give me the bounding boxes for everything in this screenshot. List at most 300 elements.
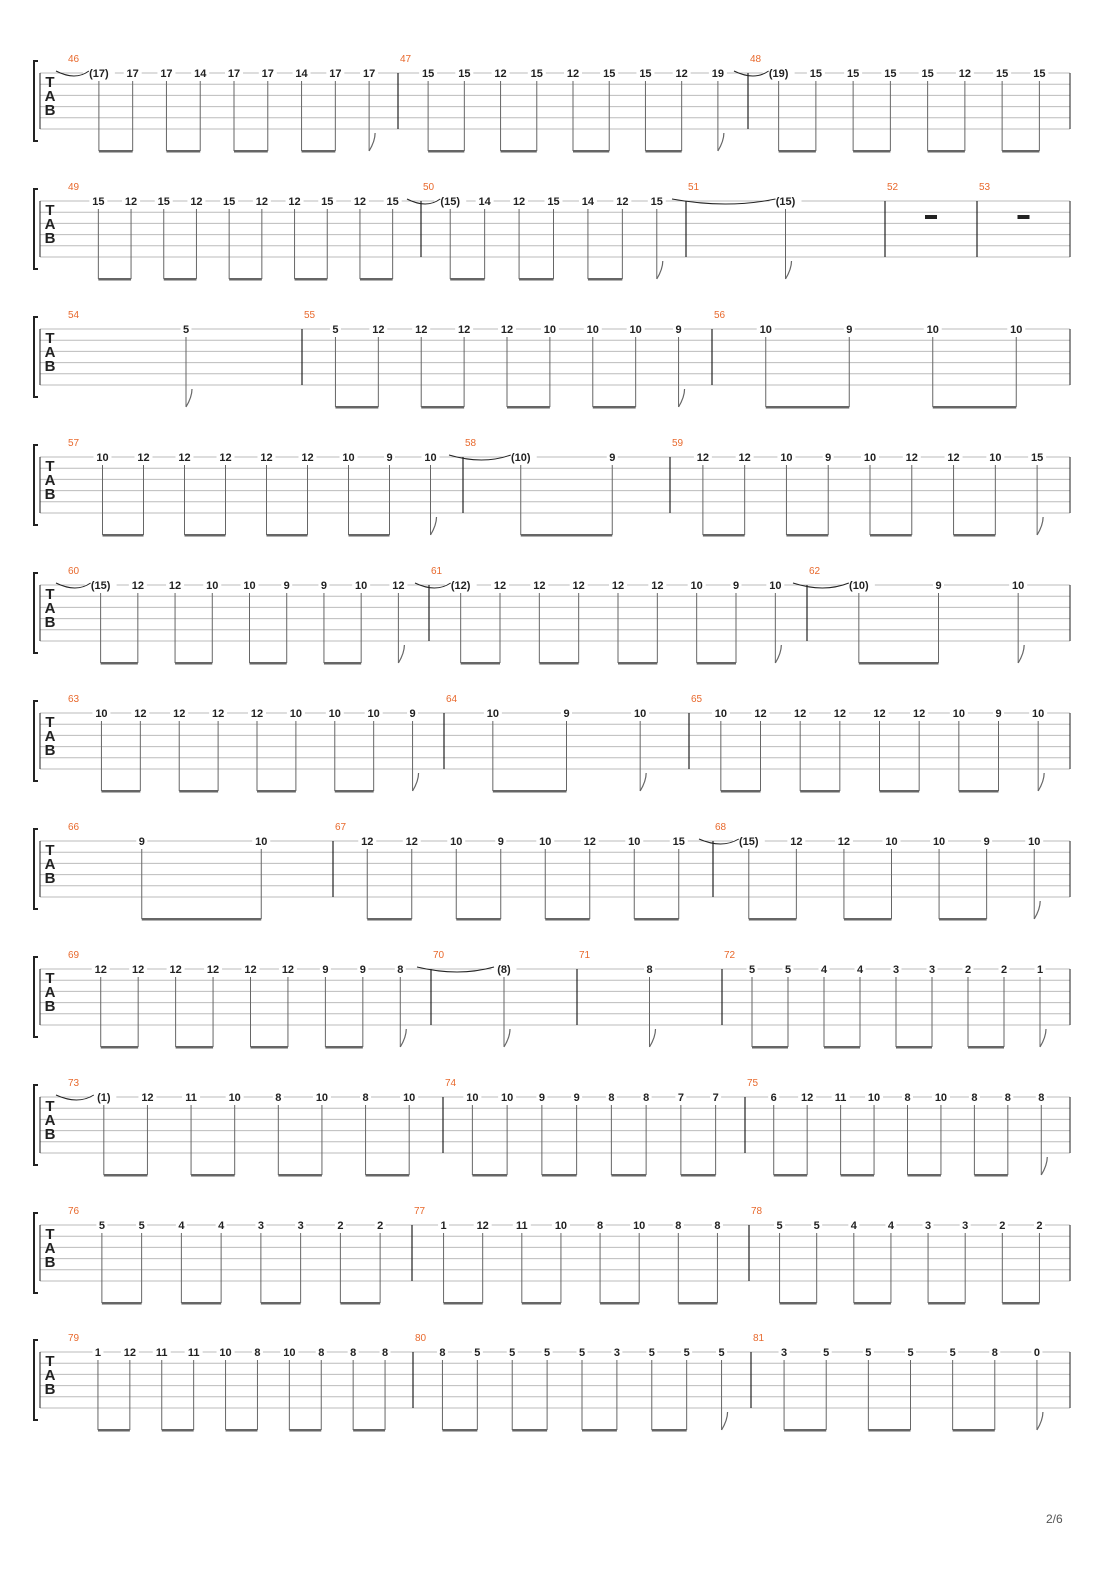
fret-number: 8 bbox=[362, 1092, 369, 1104]
fret-number: 9 bbox=[359, 964, 366, 976]
fret-number: 4 bbox=[820, 964, 828, 976]
beam bbox=[302, 150, 336, 153]
fret-number: 8 bbox=[675, 1220, 682, 1232]
fret-number: 12 bbox=[873, 708, 886, 720]
fret-number: 5 bbox=[578, 1347, 586, 1359]
system-bracket bbox=[34, 445, 38, 525]
fret-number: 10 bbox=[634, 708, 647, 720]
note-flag bbox=[1038, 773, 1044, 791]
note-flag bbox=[640, 773, 646, 791]
measure-number: 79 bbox=[68, 1333, 80, 1344]
beam bbox=[191, 1174, 235, 1177]
fret-number: 4 bbox=[856, 964, 864, 976]
fret-number: 5 bbox=[949, 1347, 956, 1359]
fret-number: 12 bbox=[255, 196, 268, 208]
fret-number: 12 bbox=[281, 964, 295, 976]
fret-number: 10 bbox=[629, 324, 642, 336]
measure-number: 73 bbox=[68, 1078, 80, 1089]
beam bbox=[611, 1174, 646, 1177]
fret-number: 3 bbox=[892, 964, 900, 976]
fret-number: 12 bbox=[206, 964, 220, 976]
fret-number: 6 bbox=[770, 1092, 777, 1104]
beam bbox=[340, 1302, 380, 1305]
fret-number: 5 bbox=[748, 964, 756, 976]
beam bbox=[251, 1046, 288, 1049]
measure-number: 67 bbox=[335, 822, 347, 833]
fret-number: 8 bbox=[381, 1347, 389, 1359]
rest bbox=[925, 215, 937, 219]
fret-number: 17 bbox=[227, 68, 241, 80]
beam bbox=[104, 1174, 148, 1177]
beam bbox=[908, 1174, 941, 1177]
fret-number: 12 bbox=[137, 452, 150, 464]
tab-system bbox=[34, 694, 1070, 793]
beam bbox=[522, 1302, 561, 1305]
fret-number: 9 bbox=[995, 708, 1002, 720]
fret-number: 3 bbox=[781, 1347, 788, 1359]
fret-number: 9 bbox=[609, 452, 616, 464]
beam bbox=[226, 1429, 258, 1432]
fret-number: 9 bbox=[409, 708, 416, 720]
fret-number: 12 bbox=[169, 964, 182, 976]
tab-clef-letter: T bbox=[45, 586, 55, 603]
note-flag bbox=[398, 645, 404, 663]
tab-clef-letter: A bbox=[44, 600, 56, 617]
beam bbox=[618, 662, 657, 665]
fret-number: 10 bbox=[424, 452, 437, 464]
fret-number: 5 bbox=[509, 1347, 516, 1359]
fret-number: 5 bbox=[813, 1220, 820, 1232]
beam bbox=[800, 790, 840, 793]
fret-number: 15 bbox=[458, 68, 471, 80]
fret-number: 10 bbox=[1012, 580, 1025, 592]
measure-number: 80 bbox=[415, 1333, 427, 1344]
fret-number: 12 bbox=[533, 580, 546, 592]
beam bbox=[507, 406, 550, 409]
system-bracket bbox=[34, 189, 38, 269]
fret-number: 12 bbox=[250, 708, 264, 720]
fret-number: 12 bbox=[173, 708, 186, 720]
fret-number: 7 bbox=[712, 1092, 719, 1104]
beam bbox=[678, 1302, 717, 1305]
tab-clef-letter: T bbox=[45, 458, 55, 475]
tab-clef-letter: B bbox=[44, 870, 56, 887]
tab-system bbox=[34, 182, 1070, 281]
system-bracket bbox=[34, 1340, 38, 1420]
fret-number: 17 bbox=[160, 68, 173, 80]
fret-number: 8 bbox=[904, 1092, 911, 1104]
beam bbox=[101, 790, 140, 793]
fret-number: 10 bbox=[403, 1092, 416, 1104]
tab-clef-letter: B bbox=[44, 742, 56, 759]
fret-number: 9 bbox=[573, 1092, 580, 1104]
tab-clef-letter: A bbox=[44, 472, 56, 489]
fret-number: 5 bbox=[776, 1220, 783, 1232]
fret-number: 15 bbox=[421, 68, 435, 80]
fret-number: 10 bbox=[759, 324, 772, 336]
fret-number: 10 bbox=[769, 580, 782, 592]
fret-number: 10 bbox=[243, 580, 256, 592]
fret-number: 8 bbox=[971, 1092, 978, 1104]
system-bracket bbox=[34, 1085, 38, 1165]
fret-number: 1 bbox=[440, 1220, 447, 1232]
fret-number: 2 bbox=[1036, 1220, 1043, 1232]
beam bbox=[101, 1046, 138, 1049]
measure-number: 71 bbox=[579, 950, 591, 961]
fret-number: 10 bbox=[486, 708, 499, 720]
tab-system bbox=[34, 438, 1070, 537]
beam bbox=[600, 1302, 639, 1305]
tab-clef-letter: B bbox=[44, 102, 56, 119]
note-flag bbox=[1040, 1029, 1046, 1047]
fret-number: 10 bbox=[342, 452, 355, 464]
beam bbox=[521, 534, 613, 537]
note-flag bbox=[1034, 901, 1040, 919]
beam bbox=[939, 918, 987, 921]
fret-number: 12 bbox=[190, 196, 203, 208]
measure-number: 81 bbox=[753, 1333, 765, 1344]
measure-number: 50 bbox=[423, 182, 435, 193]
fret-number: 10 bbox=[543, 324, 557, 336]
beam bbox=[353, 1429, 385, 1432]
fret-number: 5 bbox=[823, 1347, 830, 1359]
beam bbox=[681, 1174, 716, 1177]
measure-number: 69 bbox=[68, 950, 80, 961]
note-flag bbox=[657, 261, 663, 279]
tab-clef-letter: A bbox=[44, 216, 56, 233]
system-bracket bbox=[34, 1213, 38, 1293]
fret-number: 12 bbox=[211, 708, 225, 720]
fret-number: 8 bbox=[608, 1092, 615, 1104]
tab-clef-letter: A bbox=[44, 1240, 56, 1257]
fret-number: 15 bbox=[650, 196, 663, 208]
fret-number: 5 bbox=[648, 1347, 655, 1359]
beam bbox=[295, 278, 328, 281]
beam bbox=[784, 1429, 826, 1432]
fret-number: 10 bbox=[633, 1220, 646, 1232]
measure-number: 68 bbox=[715, 822, 727, 833]
fret-number: 12 bbox=[616, 196, 629, 208]
fret-number: 10 bbox=[95, 708, 108, 720]
beam bbox=[928, 1302, 965, 1305]
fret-number: 15 bbox=[921, 68, 934, 80]
beam bbox=[539, 662, 578, 665]
beam bbox=[181, 1302, 221, 1305]
fret-number: 15 bbox=[847, 68, 860, 80]
fret-number: 9 bbox=[386, 452, 393, 464]
fret-number: 9 bbox=[138, 836, 145, 848]
beam bbox=[278, 1174, 322, 1177]
fret-number: 10 bbox=[934, 1092, 948, 1104]
fret-number: 12 bbox=[493, 580, 507, 592]
fret-number: 12 bbox=[651, 580, 664, 592]
beam bbox=[229, 278, 262, 281]
fret-number: 7 bbox=[677, 1092, 684, 1104]
fret-number: 15 bbox=[1030, 452, 1044, 464]
fret-number: 10 bbox=[1010, 324, 1023, 336]
fret-number: 5 bbox=[98, 1220, 105, 1232]
beam bbox=[261, 1302, 301, 1305]
fret-number: 2 bbox=[337, 1220, 344, 1232]
measure-number: 74 bbox=[445, 1078, 457, 1089]
measure-number: 51 bbox=[688, 182, 700, 193]
tab-system bbox=[34, 1333, 1070, 1432]
beam bbox=[766, 406, 850, 409]
note-flag bbox=[400, 1029, 406, 1047]
note-flag bbox=[1018, 645, 1024, 663]
beam bbox=[1002, 150, 1039, 153]
tab-clef-letter: B bbox=[44, 230, 56, 247]
fret-number: 10 bbox=[355, 580, 368, 592]
tab-clef-letter: T bbox=[45, 1353, 55, 1370]
fret-number: 12 bbox=[372, 324, 385, 336]
fret-number: 8 bbox=[643, 1092, 650, 1104]
fret-number: 4 bbox=[178, 1220, 185, 1232]
beam bbox=[786, 534, 828, 537]
fret-number: 8 bbox=[1038, 1092, 1045, 1104]
beam bbox=[185, 534, 226, 537]
fret-number: 12 bbox=[754, 708, 767, 720]
beam bbox=[142, 918, 262, 921]
fret-number: 15 bbox=[223, 196, 236, 208]
fret-number: 5 bbox=[182, 324, 190, 336]
beam bbox=[472, 1174, 507, 1177]
beam bbox=[749, 918, 797, 921]
fret-number: 12 bbox=[958, 68, 971, 80]
measure-number: 57 bbox=[68, 438, 80, 449]
fret-number: 4 bbox=[887, 1220, 894, 1232]
tab-clef-letter: A bbox=[44, 344, 56, 361]
tab-clef-letter: T bbox=[45, 74, 55, 91]
note-flag bbox=[186, 389, 192, 407]
measure-number: 46 bbox=[68, 54, 80, 65]
fret-number: 15 bbox=[884, 68, 897, 80]
beam bbox=[164, 278, 197, 281]
note-flag bbox=[775, 645, 781, 663]
measure-number: 53 bbox=[979, 182, 991, 193]
note-flag bbox=[504, 1029, 510, 1047]
fret-number: 8 bbox=[350, 1347, 357, 1359]
fret-number: 8 bbox=[991, 1347, 998, 1359]
fret-number: 12 bbox=[794, 708, 807, 720]
note-flag bbox=[431, 517, 437, 535]
fret-number: 0 bbox=[1033, 1347, 1040, 1359]
fret-number: 3 bbox=[925, 1220, 932, 1232]
fret-number: 12 bbox=[415, 324, 428, 336]
beam bbox=[257, 790, 296, 793]
beam bbox=[335, 790, 374, 793]
fret-number: 15 bbox=[672, 836, 685, 848]
fret-number: 9 bbox=[846, 324, 853, 336]
system-bracket bbox=[34, 957, 38, 1037]
measure-number: 62 bbox=[809, 566, 821, 577]
beam bbox=[634, 918, 679, 921]
tab-clef-letter: T bbox=[45, 202, 55, 219]
beam bbox=[652, 1429, 687, 1432]
beam bbox=[573, 150, 609, 153]
fret-number: 10 bbox=[539, 836, 552, 848]
fret-number: (12) bbox=[450, 580, 471, 592]
tab-system bbox=[34, 310, 1070, 409]
fret-number: 8 bbox=[254, 1347, 261, 1359]
fret-number: 10 bbox=[328, 708, 341, 720]
beam bbox=[841, 1174, 874, 1177]
beam bbox=[953, 1429, 995, 1432]
beam bbox=[501, 150, 537, 153]
measure-number: 76 bbox=[68, 1206, 80, 1217]
fret-number: 12 bbox=[124, 196, 138, 208]
beam bbox=[325, 1046, 362, 1049]
fret-number: 2 bbox=[1000, 964, 1008, 976]
measure-number: 61 bbox=[431, 566, 443, 577]
measure-number: 47 bbox=[400, 54, 412, 65]
beam bbox=[450, 278, 484, 281]
fret-number: (10) bbox=[510, 452, 531, 464]
measure-number: 59 bbox=[672, 438, 684, 449]
beam bbox=[645, 150, 681, 153]
beam bbox=[974, 1174, 1007, 1177]
fret-number: 2 bbox=[377, 1220, 384, 1232]
tab-clef-letter: B bbox=[44, 486, 56, 503]
tab-clef-letter: T bbox=[45, 842, 55, 859]
fret-number: 9 bbox=[935, 580, 942, 592]
tab-clef-letter: A bbox=[44, 856, 56, 873]
beam bbox=[542, 1174, 577, 1177]
fret-number: 12 bbox=[913, 708, 926, 720]
note-flag bbox=[679, 389, 685, 407]
beam bbox=[456, 918, 501, 921]
fret-number: 12 bbox=[457, 324, 471, 336]
measure-number: 58 bbox=[465, 438, 477, 449]
fret-number: (17) bbox=[89, 68, 109, 80]
fret-number: 12 bbox=[837, 836, 851, 848]
fret-number: 12 bbox=[244, 964, 257, 976]
note-flag bbox=[786, 261, 792, 279]
fret-number: 10 bbox=[501, 1092, 514, 1104]
fret-number: 12 bbox=[476, 1220, 489, 1232]
beam bbox=[896, 1046, 932, 1049]
fret-number: 9 bbox=[322, 964, 329, 976]
fret-number: 10 bbox=[228, 1092, 241, 1104]
fret-number: 12 bbox=[123, 1347, 136, 1359]
fret-number: 9 bbox=[825, 452, 832, 464]
measure-number: 72 bbox=[724, 950, 736, 961]
note-flag bbox=[1037, 517, 1043, 535]
fret-number: 12 bbox=[500, 324, 514, 336]
beam bbox=[519, 278, 553, 281]
beam bbox=[360, 278, 393, 281]
fret-number: (15) bbox=[90, 580, 111, 592]
tab-clef-letter: T bbox=[45, 1098, 55, 1115]
note-flag bbox=[1037, 1412, 1043, 1430]
fret-number: 10 bbox=[867, 1092, 881, 1104]
beam bbox=[98, 278, 131, 281]
measure-number: 65 bbox=[691, 694, 703, 705]
tab-clef-letter: B bbox=[44, 614, 56, 631]
fret-number: 10 bbox=[885, 836, 898, 848]
fret-number: (10) bbox=[849, 580, 869, 592]
beam bbox=[289, 1429, 321, 1432]
fret-number: 9 bbox=[283, 580, 290, 592]
fret-number: 8 bbox=[439, 1347, 446, 1359]
fret-number: 5 bbox=[683, 1347, 690, 1359]
fret-number: 4 bbox=[850, 1220, 857, 1232]
fret-number: 10 bbox=[628, 836, 641, 848]
fret-number: 14 bbox=[478, 196, 491, 208]
beam bbox=[442, 1429, 477, 1432]
fret-number: 5 bbox=[907, 1347, 914, 1359]
fret-number: 9 bbox=[675, 324, 682, 336]
fret-number: 8 bbox=[397, 964, 404, 976]
fret-number: 10 bbox=[932, 836, 946, 848]
beam bbox=[752, 1046, 788, 1049]
fret-number: 10 bbox=[952, 708, 965, 720]
tab-system bbox=[34, 566, 1070, 665]
fret-number: 17 bbox=[362, 68, 376, 80]
beam bbox=[954, 534, 996, 537]
system-bracket bbox=[34, 829, 38, 909]
fret-number: 12 bbox=[675, 68, 688, 80]
beam bbox=[166, 150, 200, 153]
fret-number: 10 bbox=[690, 580, 703, 592]
fret-number: 17 bbox=[261, 68, 274, 80]
fret-number: 9 bbox=[732, 580, 740, 592]
beam bbox=[461, 662, 500, 665]
measure-number: 64 bbox=[446, 694, 458, 705]
fret-number: 9 bbox=[563, 708, 570, 720]
fret-number: 12 bbox=[141, 1092, 154, 1104]
fret-number: 10 bbox=[1028, 836, 1041, 848]
fret-number: 12 bbox=[260, 452, 273, 464]
beam bbox=[868, 1429, 910, 1432]
beam bbox=[703, 534, 745, 537]
fret-number: 12 bbox=[392, 580, 405, 592]
fret-number: 10 bbox=[450, 836, 463, 848]
system-bracket bbox=[34, 573, 38, 653]
fret-number: 14 bbox=[581, 196, 595, 208]
fret-number: (19) bbox=[768, 68, 789, 80]
fret-number: 15 bbox=[547, 196, 560, 208]
beam bbox=[588, 278, 622, 281]
note-flag bbox=[369, 133, 375, 151]
tab-clef-letter: A bbox=[44, 1367, 56, 1384]
system-bracket bbox=[34, 317, 38, 397]
beam bbox=[175, 662, 212, 665]
fret-number: 12 bbox=[833, 708, 846, 720]
fret-number: 10 bbox=[926, 324, 939, 336]
tab-system bbox=[34, 1078, 1070, 1177]
beam bbox=[102, 1302, 142, 1305]
fret-number: 12 bbox=[94, 964, 107, 976]
beam bbox=[968, 1046, 1004, 1049]
fret-number: 10 bbox=[1032, 708, 1045, 720]
fret-number: 12 bbox=[132, 964, 145, 976]
fret-number: 10 bbox=[554, 1220, 568, 1232]
beam bbox=[774, 1174, 807, 1177]
beam bbox=[593, 406, 636, 409]
fret-number: 12 bbox=[566, 68, 580, 80]
fret-number: 12 bbox=[301, 452, 314, 464]
fret-number: 1 bbox=[1036, 964, 1044, 976]
fret-number: 5 bbox=[474, 1347, 481, 1359]
fret-number: 10 bbox=[989, 452, 1002, 464]
fret-number: 12 bbox=[494, 68, 507, 80]
fret-number: 14 bbox=[295, 68, 308, 80]
measure-number: 75 bbox=[747, 1078, 759, 1089]
fret-number: 8 bbox=[275, 1092, 282, 1104]
measure-number: 48 bbox=[750, 54, 762, 65]
fret-number: 12 bbox=[572, 580, 585, 592]
